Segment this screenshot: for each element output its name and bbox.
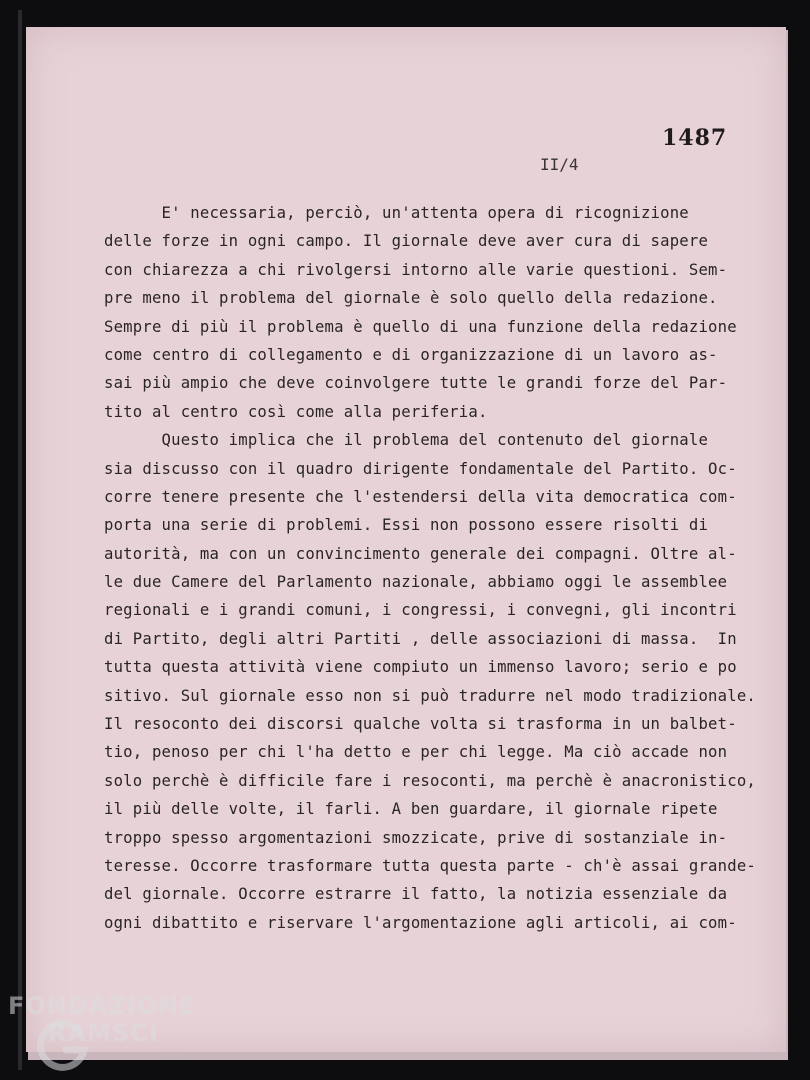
text-line: E' necessaria, perciò, un'attenta opera di ricognizione [104, 204, 689, 222]
text-line: Sempre di più il problema è quello di una funzione della redazione [104, 317, 737, 336]
text-line: porta una serie di problemi. Essi non possono essere risolti di [104, 516, 709, 535]
watermark-suffix: onlus [162, 1052, 184, 1061]
text-line: del giornale. Occorre estrarre il fatto, la notizia essenziale da [104, 885, 728, 904]
text-line: il più delle volte, il farli. A ben guardare, il giornale ripete [104, 800, 718, 819]
text-line: teresse. Occorre trasformare tutta questa parte - ch'è assai grande- [104, 856, 756, 875]
text-line: con chiarezza a chi rivolgersi intorno alle varie questioni. Sem- [104, 260, 728, 279]
text-line: troppo spesso argomentazioni smozzicate, prive di sostanziale in- [104, 828, 728, 847]
scan-binding-edge [18, 10, 22, 1070]
text-line: corre tenere presente che l'estendersi della vita democratica com- [104, 487, 737, 506]
text-line: regionali e i grandi comuni, i congressi, i convegni, gli incontri [104, 601, 737, 620]
text-line: Questo implica che il problema del contenuto del giornale [104, 431, 709, 450]
text-line: sai più ampio che deve coinvolgere tutte le grandi forze del Par- [104, 374, 728, 393]
text-line: autorità, ma con un convincimento generale dei compagni. Oltre al- [104, 544, 737, 563]
watermark-line-1: FONDAZIONE [8, 992, 197, 1020]
text-line: pre meno il problema del giornale è solo quello della redazione. [104, 289, 718, 308]
watermark-line-2: RAMSCI [48, 1019, 159, 1047]
text-line: sia discusso con il quadro dirigente fondamentale del Partito. Oc- [104, 459, 737, 478]
text-line: come centro di collegamento e di organizzazione di un lavoro as- [104, 345, 718, 364]
text-line: le due Camere del Parlamento nazionale, abbiamo oggi le assemblee [104, 573, 728, 592]
text-line: delle forze in ogni campo. Il giornale deve aver cura di sapere [104, 232, 709, 251]
text-line: tutta questa attività viene compiuto un immenso lavoro; serio e po [104, 658, 737, 677]
section-reference: II/4 [540, 155, 579, 174]
typewritten-page [26, 27, 786, 1052]
text-line: tito al centro così come alla periferia. [104, 402, 488, 421]
text-line: solo perchè è difficile fare i resoconti, ma perchè è anacronistico, [104, 771, 756, 790]
fondazione-gramsci-watermark [4, 992, 204, 1076]
body-text [104, 199, 764, 937]
text-line: Il resoconto dei discorsi qualche volta si trasforma in un balbet- [104, 715, 737, 734]
page-number: 1487 [662, 125, 728, 151]
text-line: di Partito, degli altri Partiti , delle associazioni di massa. In [104, 629, 737, 648]
text-line: tio, penoso per chi l'ha detto e per chi legge. Ma ciò accade non [104, 743, 728, 762]
text-line: sitivo. Sul giornale esso non si può tradurre nel modo tradizionale. [104, 686, 756, 705]
text-line: ogni dibattito e riservare l'argomentazione agli articoli, ai com- [104, 913, 737, 932]
